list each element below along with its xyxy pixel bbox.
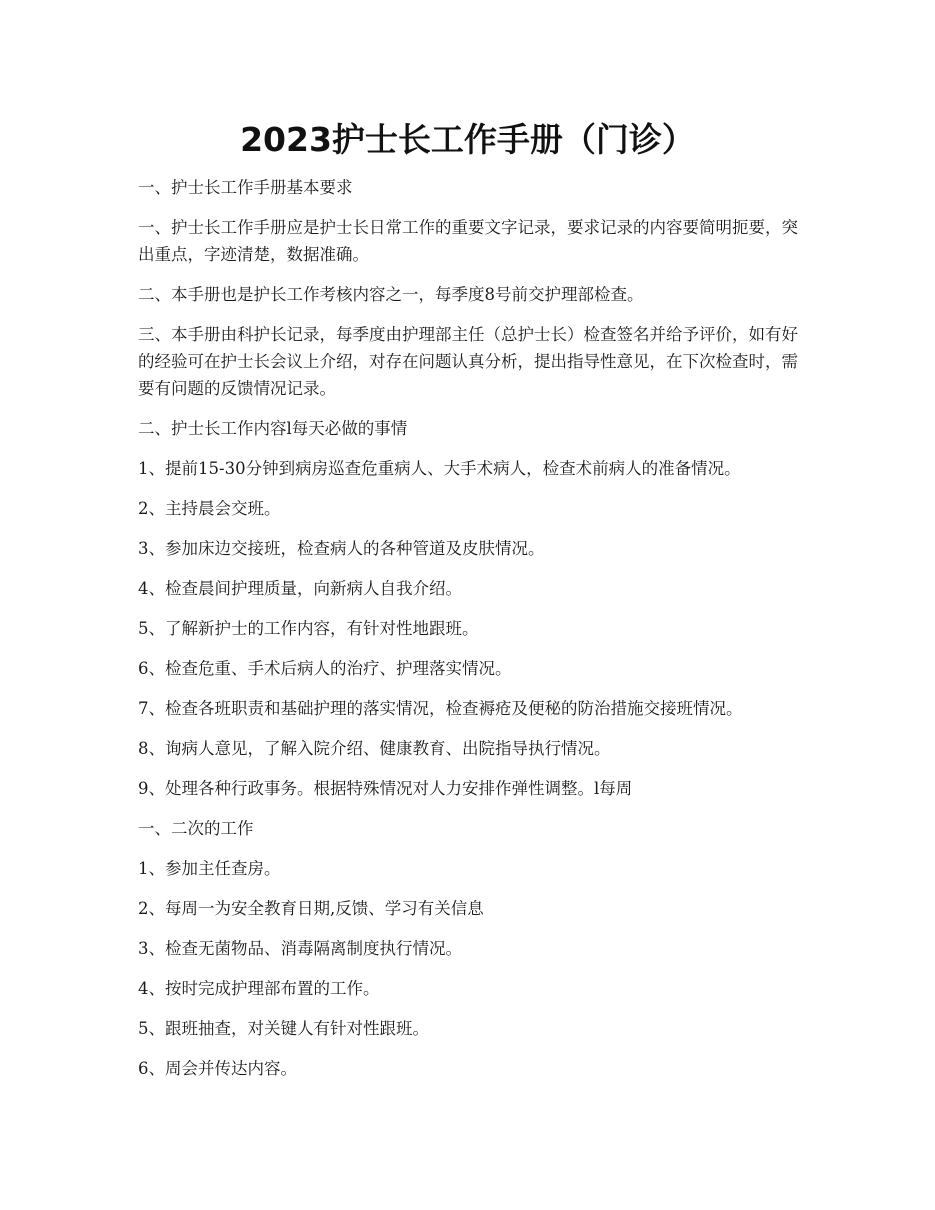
paragraph-requirement-1: 一、护士长工作手册应是护士长日常工作的重要文字记录，要求记录的内容要简明扼要，突出重点，字迹清楚，数据准确。	[138, 218, 798, 264]
list-item-weekly-3: 3、检查无菌物品、消毒隔离制度执行情况。	[138, 939, 462, 958]
paragraph-requirement-3: 三、本手册由科护长记录，每季度由护理部主任（总护士长）检查签名并给予评价，如有好的经验可在护士长会议上介绍，对存在问题认真分析，提出指导性意见，在下次检查时，需要有问题的反馈情况记录。	[138, 325, 798, 398]
list-item-daily-6: 6、检查危重、手术后病人的治疗、护理落实情况。	[138, 659, 512, 678]
document-title: 2023护士长工作手册（门诊）	[240, 120, 695, 159]
list-item-weekly-6: 6、周会并传达内容。	[138, 1059, 297, 1078]
list-item-daily-1: 1、提前15-30分钟到病房巡查危重病人、大手术病人，检查术前病人的准备情况。	[138, 459, 741, 478]
list-item-weekly-1: 1、参加主任查房。	[138, 859, 281, 878]
section-heading-basic-requirements: 一、护士长工作手册基本要求	[138, 178, 353, 197]
list-item-daily-3: 3、参加床边交接班，检查病人的各种管道及皮肤情况。	[138, 539, 545, 558]
list-item-daily-9: 9、处理各种行政事务。根据特殊情况对人力安排作弹性调整。l每周	[138, 779, 633, 798]
paragraph-requirement-2: 二、本手册也是护长工作考核内容之一，每季度8号前交护理部检查。	[138, 285, 644, 304]
list-item-daily-4: 4、检查晨间护理质量，向新病人自我介绍。	[138, 579, 462, 598]
document-body	[138, 174, 802, 1095]
list-item-daily-7: 7、检查各班职责和基础护理的落实情况，检查褥疮及便秘的防治措施交接班情况。	[138, 699, 743, 718]
list-item-weekly-4: 4、按时完成护理部布置的工作。	[138, 979, 380, 998]
list-item-weekly-5: 5、跟班抽查，对关键人有针对性跟班。	[138, 1019, 429, 1038]
list-item-daily-8: 8、询病人意见，了解入院介绍、健康教育、出院指导执行情况。	[138, 739, 611, 758]
list-item-weekly-2: 2、每周一为安全教育日期,反馈、学习有关信息	[138, 899, 484, 918]
list-item-daily-5: 5、了解新护士的工作内容，有针对性地跟班。	[138, 619, 479, 638]
section-heading-weekly-work: 一、二次的工作	[138, 819, 254, 838]
list-item-daily-2: 2、主持晨会交班。	[138, 499, 281, 518]
section-heading-daily-work: 二、护士长工作内容l每天必做的事情	[138, 419, 408, 438]
